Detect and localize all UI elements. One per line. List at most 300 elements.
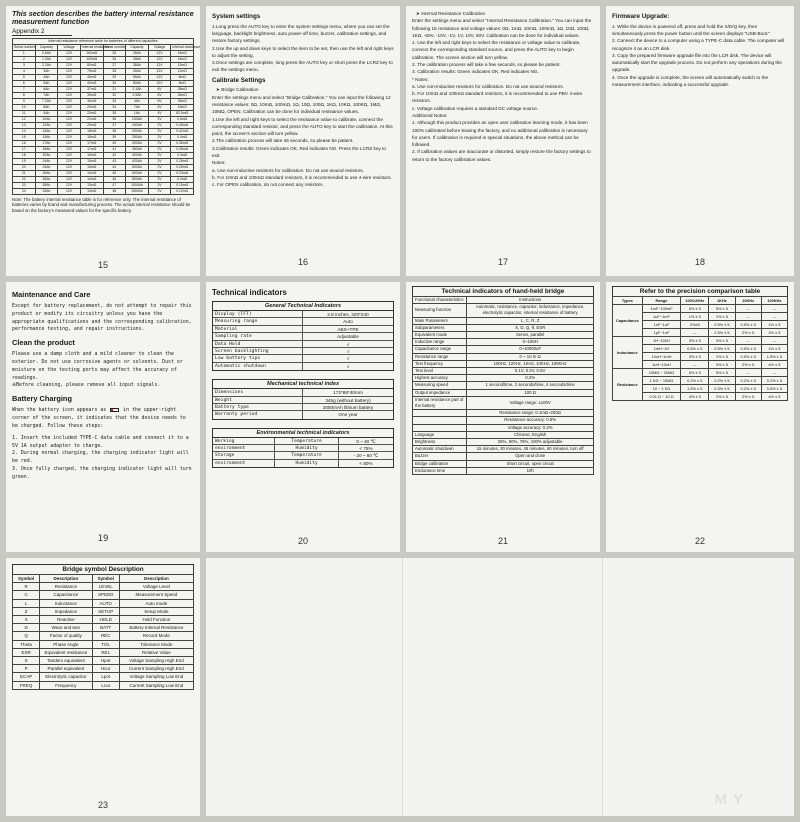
table-title: Environmental technical indicators xyxy=(213,429,393,438)
spec-value: Auto xyxy=(343,319,353,325)
row-label: Brightness xyxy=(413,439,467,446)
table-cell: 2.5% ± 5 xyxy=(709,329,735,337)
table-cell: Record Mode xyxy=(119,632,193,640)
table-row xyxy=(413,297,594,304)
table-cell: 34 xyxy=(103,104,126,110)
table-cell: 2V xyxy=(148,176,171,182)
table-cell: --- xyxy=(735,313,761,321)
table-cell: 45 xyxy=(103,170,126,176)
table-row xyxy=(13,624,194,632)
paragraph: 2. If calibration values are inaccurate or distorted, simply restore the factory settings to return to the factory calibration values. xyxy=(412,149,591,162)
row-label: Inductive range xyxy=(413,339,467,346)
notes-label: * Notes: xyxy=(412,76,429,82)
table-cell: 12V xyxy=(58,92,81,98)
table-cell: Lcur xyxy=(92,681,119,689)
page-number: 15 xyxy=(97,260,108,270)
table-cell: 18mΩ xyxy=(80,134,103,140)
table-cell: 0.3% ± 5 xyxy=(709,385,735,393)
table-cell: 1 KΩ ~ 10MΩ xyxy=(642,377,681,385)
table-cell: 8 xyxy=(13,92,36,98)
note: a. Use non-inductive resistors for calibration. Do not use wound resistors. xyxy=(212,167,364,173)
table-cell: 20Ah xyxy=(35,152,58,158)
column-header: Symbol xyxy=(13,575,40,583)
row-value: Voltage range: ±100V xyxy=(467,396,594,409)
table-cell: 10 xyxy=(13,104,36,110)
internal-resistance-table xyxy=(12,38,201,195)
table-cell: 28Ah xyxy=(35,182,58,188)
table-cell: ESR xyxy=(13,648,40,656)
notes-label: Notes: xyxy=(212,160,226,166)
note: b. For 10mΩ and 100mΩ standard resistors, it is recommended to use PBV 4-wire resistors. xyxy=(412,91,583,104)
table-cell: 12V xyxy=(58,74,81,80)
table-cell: 0.15mΩ xyxy=(171,182,194,188)
table-cell: 1% ± 5 xyxy=(761,321,787,329)
table-cell: 12V xyxy=(58,176,81,182)
spec-label: Low battery tips xyxy=(213,355,303,361)
table-title: Refer to the precision comparison table xyxy=(612,286,788,296)
row-value: Open and close xyxy=(467,453,594,460)
table-cell: 100mΩ xyxy=(80,56,103,62)
row-label: Resistance range xyxy=(413,353,467,360)
row-label: Language xyxy=(413,431,467,438)
spec-metric: Humidity xyxy=(274,445,339,451)
table-cell: 7Ah xyxy=(126,104,149,110)
paragraph: 1.Use the left and right keys to select the resistance value to calibrate, connect the corresponding standard resistor, and press the AUTO key to start the calibration. At this point, the screen's section will turn yellow. xyxy=(212,116,393,137)
table-cell: 0.28mΩ xyxy=(171,158,194,164)
table-cell: 1mF~100mF xyxy=(642,305,681,313)
table-cell: Equivalent resistance xyxy=(40,648,92,656)
table-cell: 28Ah xyxy=(126,56,149,62)
table-cell: 0.26mΩ xyxy=(171,164,194,170)
table-cell: 19mΩ xyxy=(171,104,194,110)
table-cell: 1.5% ± 5 xyxy=(681,385,709,393)
table-row xyxy=(413,353,594,360)
table-cell: LEVEL xyxy=(92,583,119,591)
table-cell: 350Ah xyxy=(126,146,149,152)
table-row xyxy=(413,304,594,317)
table-cell: 4Ah xyxy=(35,74,58,80)
row-label: Measuring speed xyxy=(413,382,467,389)
page-23 xyxy=(6,558,200,816)
table-cell: 12 xyxy=(13,116,36,122)
table-cell: 12V xyxy=(58,62,81,68)
table-cell: 1Ah xyxy=(126,110,149,116)
table-cell: 7Ah xyxy=(35,92,58,98)
table-cell: 8mΩ xyxy=(171,74,194,80)
table-cell: Parallel equivalent xyxy=(40,665,92,673)
table-row xyxy=(413,332,594,339)
table-row xyxy=(413,346,594,353)
table-cell: 1.2Ah xyxy=(35,56,58,62)
table-cell: 26Ah xyxy=(35,170,58,176)
table-cell: 0.42mΩ xyxy=(171,128,194,134)
general-indicators-table xyxy=(212,301,394,371)
column-header: Description xyxy=(40,575,92,583)
table-cell: 10MΩ ~ 20MΩ xyxy=(642,369,681,377)
table-cell: Battery Internal Resistance xyxy=(119,624,193,632)
paragraph: 2. The calibration process will take a few seconds, so please be patient. xyxy=(412,61,561,67)
row-value: 25%, 50%, 75%, 100% adjustable xyxy=(467,439,594,446)
table-cell: Capacitance xyxy=(40,591,92,599)
table-cell: Voltage Level xyxy=(119,583,193,591)
table-cell: 4V xyxy=(148,110,171,116)
row-value: Chinese, English xyxy=(467,431,594,438)
paragraph: 3. Calibration results: Green indicates OK, Red indicates NG. xyxy=(412,69,539,75)
row-label: Endurance time xyxy=(413,467,467,474)
spec-value: One year xyxy=(338,412,358,418)
table-cell: 3% ± 5 xyxy=(709,337,735,345)
table-cell: 33Ah xyxy=(35,188,58,194)
table-cell: L xyxy=(13,599,40,607)
table-cell: 15 xyxy=(13,134,36,140)
table-cell: 45mΩ xyxy=(80,74,103,80)
table-cell: D xyxy=(13,624,40,632)
table-cell: 12V xyxy=(58,152,81,158)
paragraph: ※Before cleaning, please remove all input signals. xyxy=(12,382,161,389)
table-row xyxy=(413,317,594,324)
table-row xyxy=(13,607,194,615)
precision-table xyxy=(612,296,788,401)
row-value: 0.2% xyxy=(467,375,594,382)
table-cell: 1% ± 5 xyxy=(681,313,709,321)
spec-row xyxy=(213,348,393,355)
page-number: 20 xyxy=(297,536,308,546)
paragraph: 3.Calibration results: Green indicates OK, Red indicates NG. Press the LCRZ key to exit. xyxy=(212,145,387,158)
paragraph: 3. Copy the prepared firmware upgrade file into the LCR disk. The device will automatically start the upgrade process. Do not perform any operations during the upgrade. xyxy=(612,52,782,73)
spec-value: 2.8 inches, 320*240 xyxy=(327,312,369,317)
spec-row xyxy=(213,397,393,404)
table-cell: 20 xyxy=(13,164,36,170)
table-cell: 14mΩ xyxy=(80,170,103,176)
table-cell: 400Ah xyxy=(126,152,149,158)
paragraph: Enter the settings menu and select "Internal Resistance Calibration." You can input the following 15 resistance and voltage values: 0Ω, 1mΩ, 10mΩ, 100mΩ, 1Ω, 10Ω, 100Ω, 1KΩ, -60V, -10V, -1V, 1V, 10V, 60V. Calibration can be done for individual values. xyxy=(412,18,592,38)
table-row xyxy=(13,188,194,194)
table-cell: 65Ah xyxy=(126,74,149,80)
table-cell: 100Ah xyxy=(126,116,149,122)
table-cell: 2%±5 xyxy=(681,321,709,329)
table-cell: 12V xyxy=(58,98,81,104)
table-cell: 18 xyxy=(13,152,36,158)
table-cell: --- xyxy=(681,329,709,337)
paragraph xyxy=(12,407,194,431)
spec-label: environment xyxy=(215,446,246,452)
table-row xyxy=(613,369,788,377)
table-cell: 25mΩ xyxy=(171,98,194,104)
page-17 xyxy=(406,6,600,276)
low-battery-icon xyxy=(110,408,119,412)
table-cell: 20mΩ xyxy=(80,122,103,128)
table-cell: --- xyxy=(681,361,709,369)
table-cell: 17Ah xyxy=(35,140,58,146)
spec-row xyxy=(213,355,393,362)
paragraph: Enter the settings menu and select "Bridge Calibration." You can input the following 12 resistance values: 0Ω, 10mΩ, 100mΩ, 1Ω, 10Ω, 100Ω, 1KΩ, 10KΩ, 100KΩ, 1MΩ, 10MΩ, OPEN. Calibration can be done for individual resistance values. xyxy=(212,94,391,115)
spec-metric: Temperature xyxy=(274,438,339,444)
table-cell: 23 xyxy=(13,182,36,188)
spec-row xyxy=(213,445,393,452)
table-cell: 12V xyxy=(148,62,171,68)
table-cell: 30mΩ xyxy=(80,98,103,104)
table-cell: 1 xyxy=(13,50,36,56)
table-cell: 2V xyxy=(148,170,171,176)
table-cell: 2V xyxy=(148,158,171,164)
table-cell: 12V xyxy=(58,164,81,170)
table-cell: 10Ah xyxy=(35,116,58,122)
row-label: Test level xyxy=(413,368,467,375)
table-cell: 0.5% ± 5 xyxy=(681,345,709,353)
table-cell: 7 xyxy=(13,86,36,92)
table-row xyxy=(413,446,594,453)
table-cell: 600Ah xyxy=(126,170,149,176)
spec-row xyxy=(213,326,393,333)
type-cell: Resistance xyxy=(613,369,643,401)
table-cell: 15Ah xyxy=(35,134,58,140)
table-cell: 1mH~1H xyxy=(642,345,681,353)
table-cell: 12Ah xyxy=(35,122,58,128)
table-cell: 0.5% ± 5 xyxy=(735,353,761,361)
table-title: Bridge symbol Description xyxy=(12,564,194,574)
table-cell: 12V xyxy=(148,50,171,56)
table-cell: 0.36mΩ xyxy=(171,140,194,146)
table-cell: 6V xyxy=(148,92,171,98)
table-cell: 2V xyxy=(148,182,171,188)
row-label: Automatic shutdown xyxy=(413,446,467,453)
row-value: Voltage accuracy: 0.2% xyxy=(467,424,594,431)
table-cell: 0.01 Ω ~ 10 Ω xyxy=(642,393,681,401)
table-cell: 0.2% ± 5 xyxy=(709,377,735,385)
table-cell: Q xyxy=(13,632,40,640)
table-cell: 23mΩ xyxy=(80,110,103,116)
page-18 xyxy=(606,6,794,276)
table-cell: Z xyxy=(13,607,40,615)
table-cell: 4% ± 5 xyxy=(681,393,709,401)
spec-label: Measuring range xyxy=(213,318,303,324)
table-cell: Measurement Speed xyxy=(119,591,193,599)
table-cell: REL xyxy=(92,648,119,656)
table-cell: Impedance xyxy=(40,607,92,615)
table-cell: 4Ah xyxy=(126,98,149,104)
table-cell: 1% ± 5 xyxy=(761,345,787,353)
table-note: Note: The battery internal resistance table is for reference only. The internal resistance of batteries varies by brand and manufacturing process. The actual internal resistance should be based on the factory's measured values for the specific battery. xyxy=(12,196,191,213)
table-cell: 48 xyxy=(103,188,126,194)
table-row xyxy=(413,453,594,460)
note: c. Voltage calibration requires a standard DC voltage source. xyxy=(412,105,539,111)
table-cell: 1500Ah xyxy=(126,188,149,194)
table-cell: 0.5% ± 5 xyxy=(709,345,735,353)
table-cell: 10uH~1mH xyxy=(642,353,681,361)
table-cell: Hcur xyxy=(92,665,119,673)
table-cell: 37 xyxy=(103,122,126,128)
table-cell: 14mΩ xyxy=(80,176,103,182)
table-cell: 0.6mΩ xyxy=(171,116,194,122)
table-cell: 0.2% ± 5 xyxy=(761,377,787,385)
table-cell: 29 xyxy=(103,74,126,80)
table-cell: --- xyxy=(761,313,787,321)
table-cell: Setup Mode xyxy=(119,607,193,615)
table-cell: 1000Ah xyxy=(126,182,149,188)
column-header: Capacity xyxy=(126,44,149,50)
table-cell: 2V xyxy=(148,122,171,128)
table-cell: 2V xyxy=(148,140,171,146)
table-cell: ECAP xyxy=(13,673,40,681)
spec-label: Material xyxy=(213,326,303,332)
table-cell: S xyxy=(13,657,40,665)
table-cell: --- xyxy=(761,337,787,345)
page-number: 22 xyxy=(694,536,705,546)
table-cell: Tolerance Mode xyxy=(119,640,193,648)
watermark: M Y xyxy=(714,791,744,808)
step: 3. Once fully charged, the charging indicator light will turn green. xyxy=(12,466,192,480)
table-cell: 30 xyxy=(103,80,126,86)
table-cell: 5% ± 5 xyxy=(709,305,735,313)
table-cell: 4% ± 5 xyxy=(761,361,787,369)
table-cell: 14mΩ xyxy=(171,56,194,62)
table-title: General Technical Indicators xyxy=(213,302,393,311)
clean-product-heading: Clean the product xyxy=(12,338,75,348)
table-cell: 40Ah xyxy=(126,68,149,74)
table-cell: 9 xyxy=(13,98,36,104)
table-cell: --- xyxy=(761,369,787,377)
table-cell: Frequency xyxy=(40,681,92,689)
table-row xyxy=(413,375,594,382)
row-label xyxy=(413,417,467,424)
table-cell: 38Ah xyxy=(126,62,149,68)
table-cell: 2.2Ah xyxy=(35,62,58,68)
table-row xyxy=(413,467,594,474)
table-cell: 2V xyxy=(148,164,171,170)
table-cell: 6 xyxy=(13,80,36,86)
table-cell: 36 xyxy=(103,116,126,122)
table-cell: 0.5% ± 5 xyxy=(761,385,787,393)
row-value: L, C, R, Z xyxy=(467,317,594,324)
row-label: Functional characteristics xyxy=(413,297,467,304)
paragraph: 3.Once settings are complete, long press the AUTO key or short press the LCRZ key to exit the settings menu. xyxy=(212,60,393,73)
spec-row xyxy=(213,363,393,370)
table-cell: 6V xyxy=(148,104,171,110)
table-row xyxy=(613,337,788,345)
spec-value: √ xyxy=(346,363,350,369)
table-cell: 0.2mΩ xyxy=(171,176,194,182)
table-cell: 37mΩ xyxy=(80,86,103,92)
type-cell: Inductance xyxy=(613,337,643,369)
table-cell: 0.5% ± 5 xyxy=(735,321,761,329)
table-cell: 2% ± 5 xyxy=(709,393,735,401)
row-label xyxy=(413,424,467,431)
column-header: 100/120Hz xyxy=(681,297,709,305)
page-15 xyxy=(6,6,200,276)
column-header: Types xyxy=(613,297,643,305)
spec-label: Weight xyxy=(213,397,303,403)
table-cell: 46 xyxy=(103,176,126,182)
page-21 xyxy=(406,282,600,552)
table-row xyxy=(613,305,788,313)
table-row xyxy=(413,382,594,389)
spec-label: Warranty period xyxy=(213,411,303,418)
paragraph: 1. Use the left and right keys to select the resistance or voltage value to calibrate, connect the corresponding standard source, and press the AUTO key to begin calibration. The screen section will turn yellow. xyxy=(412,40,581,60)
table-cell: 26Ah xyxy=(126,50,149,56)
table-cell: 160mΩ xyxy=(80,50,103,56)
spec-row xyxy=(213,311,393,318)
table-cell: 2% ± 5 xyxy=(735,329,761,337)
row-label: Subparameters xyxy=(413,324,467,331)
spec-metric: Humidity xyxy=(274,460,339,467)
spec-value: < 75% xyxy=(359,446,373,452)
step: 1. Insert the included TYPE-C data cable and connect it to a 5V 1A output adapter to charge. xyxy=(12,434,189,449)
table-cell: 40mΩ xyxy=(80,80,103,86)
spec-row xyxy=(213,411,393,418)
table-cell: 12V xyxy=(58,188,81,194)
page-20 xyxy=(206,282,400,552)
appendix-label: Appendix 2 xyxy=(12,28,72,36)
table-cell: 12V xyxy=(58,122,81,128)
row-label: Capacitance range xyxy=(413,346,467,353)
table-title: Technical indicators of hand-held bridge xyxy=(412,286,594,296)
table-cell: 12V xyxy=(58,146,81,152)
spec-label: Data Hold xyxy=(213,341,303,347)
table-cell: 13 xyxy=(13,122,36,128)
table-cell: 0.23mΩ xyxy=(171,170,194,176)
table-cell: Wear and tear xyxy=(40,624,92,632)
table-cell: 5% ± 5 xyxy=(681,305,709,313)
calibrate-settings-heading: Calibrate Settings xyxy=(212,76,266,84)
row-label xyxy=(413,410,467,417)
table-cell: Phase Angle xyxy=(40,640,92,648)
row-label: Output impedance xyxy=(413,389,467,396)
page-number: 17 xyxy=(497,257,508,268)
section-title: This section describes the battery internal resistance measurement function xyxy=(12,9,194,27)
column-header: Description xyxy=(119,575,193,583)
column-header: Serial number xyxy=(14,44,36,49)
internal-resistance-calibration-bullet: ➤ Internal Resistance Calibration xyxy=(416,11,486,16)
row-label: Bridge calibration xyxy=(413,460,467,467)
table-cell: Voltage Sampling Low End xyxy=(119,673,193,681)
paragraph: 4. Once the upgrade is complete, the screen will automatically switch to the measurement interface, indicating a successful upgrade. xyxy=(612,74,769,87)
table-cell: 28mΩ xyxy=(171,86,194,92)
row-value: 1 second/time, 2 seconds/time, 4 seconds/time xyxy=(467,382,594,389)
page-number: 23 xyxy=(97,800,108,810)
table-cell: 0.45mΩ xyxy=(171,122,194,128)
spec-metric: Temperature xyxy=(274,452,339,458)
charging-text-b: in the upper-right corner of the screen, it indicates that the device needs to be charged. Follow these steps: xyxy=(12,407,186,429)
column-header: Capacity xyxy=(35,44,58,50)
table-cell: 82.5mΩ xyxy=(171,110,194,116)
spec-label: Battery type xyxy=(213,404,303,410)
row-label: Main Parameters xyxy=(413,317,467,324)
table-cell: 75mΩ xyxy=(80,68,103,74)
charging-text-a: When the battery icon appears as xyxy=(12,407,107,414)
spec-value: 172*88*40mm xyxy=(333,390,363,396)
table-header-row xyxy=(613,297,788,305)
table-cell: 5% ± 5 xyxy=(681,369,709,377)
row-value: 0 ~ 10 m Ω xyxy=(467,353,594,360)
table-cell: 12V xyxy=(58,86,81,92)
table-cell: 300Ah xyxy=(126,140,149,146)
row-value: Resistance range: 0.1mΩ~200Ω xyxy=(467,410,594,417)
table-cell: 26Ah xyxy=(35,176,58,182)
table-cell: 1H~100H xyxy=(642,337,681,345)
table-cell: 0.12mΩ xyxy=(171,188,194,194)
spec-row xyxy=(213,333,393,340)
table-cell: 12V xyxy=(58,158,81,164)
table-cell: P xyxy=(13,665,40,673)
paragraph: Except for battery replacement, do not attempt to repair this product or modify its circuitry unless you have the appropriate qualifications and the corresponding calibration, performance testing, and repair instructions. xyxy=(12,302,192,333)
table-row xyxy=(413,417,594,424)
row-value: Automatic, resistance, capacitor, inductance, impedance, electrolytic capacitor, internal resistance of battery xyxy=(467,304,594,317)
table-cell: 2.5Ah xyxy=(126,92,149,98)
table-cell: 150Ah xyxy=(126,122,149,128)
table-cell: 2% ± 5 xyxy=(761,329,787,337)
table-cell: 0.5% ± 5 xyxy=(735,345,761,353)
page-number: 16 xyxy=(297,257,308,268)
